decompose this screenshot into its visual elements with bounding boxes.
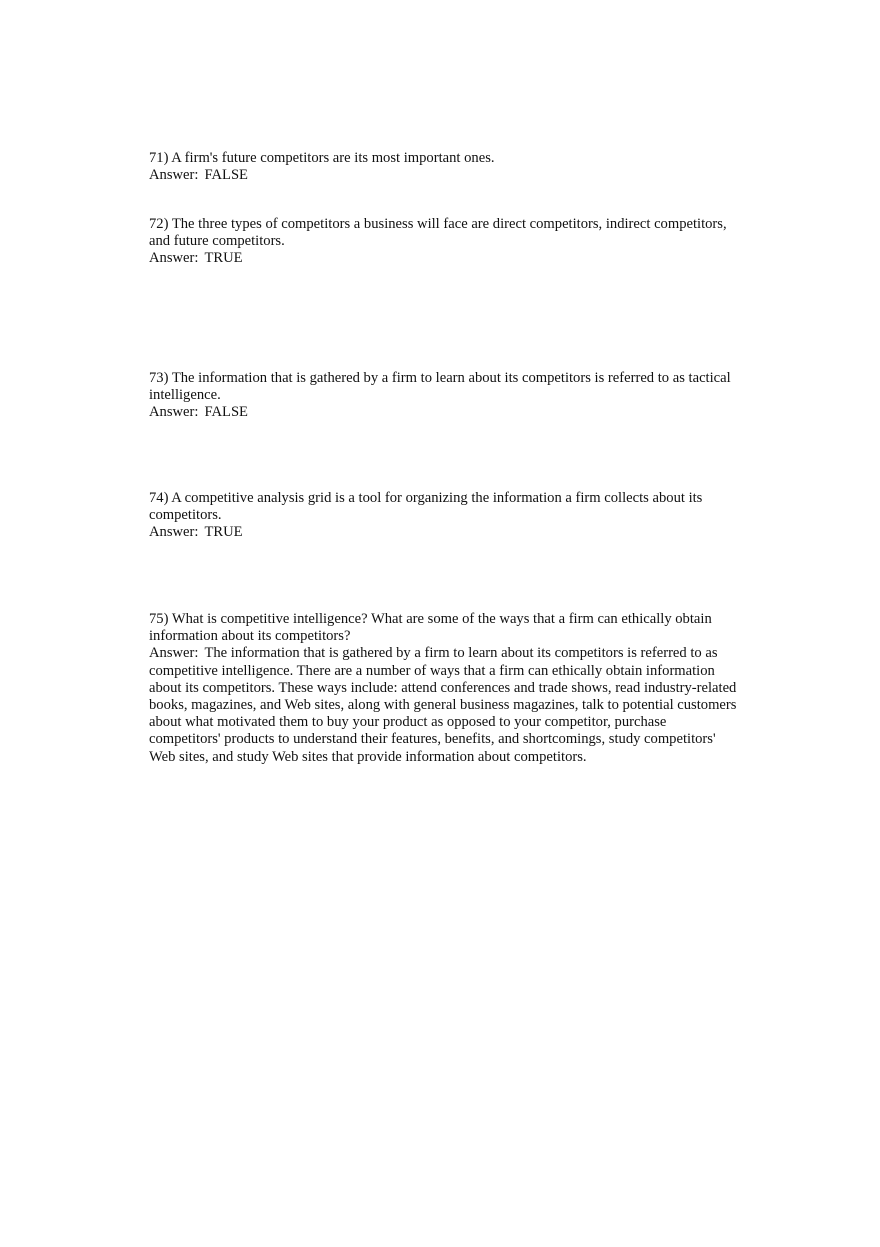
answer-value: The information that is gathered by a firm to learn about its competitors is referred to as competitive intelligence. There are a number of ways that a firm can ethically obtain information about its competitors. These ways include: attend conferences and trade shows, read industry-related books, magazines, and Web sites, along with general business magazines, talk to potential customers about what motivated them to buy your product as opposed to your competitor, purchase competitors' products to understand their features, benefits, and shortcomings, study competitors' Web sites, and study Web sites that provide information about competitors.	[149, 645, 737, 765]
answer-line	[149, 167, 749, 184]
question-73	[149, 370, 749, 422]
question-71	[149, 150, 749, 184]
answer-label: Answer:	[149, 167, 199, 184]
answer-label: Answer:	[149, 250, 199, 267]
question-prompt: 74) A competitive analysis grid is a tool for organizing the information a firm collects about its competitors.	[149, 490, 703, 524]
question-72	[149, 216, 749, 268]
question-prompt: 72) The three types of competitors a business will face are direct competitors, indirect competitors, and future competitors.	[149, 216, 727, 250]
answer-label: Answer:	[149, 524, 199, 541]
question-prompt: 73) The information that is gathered by a firm to learn about its competitors is referred to as tactical intelligence.	[149, 370, 731, 404]
answer-value: TRUE	[204, 524, 243, 541]
answer-label: Answer:	[149, 645, 199, 662]
question-prompt: 75) What is competitive intelligence? What are some of the ways that a firm can ethically obtain information about its competitors?	[149, 611, 712, 645]
answer-value: FALSE	[204, 404, 248, 421]
answer-label: Answer:	[149, 404, 199, 421]
question-74	[149, 490, 749, 542]
answer-line	[149, 645, 739, 765]
answer-line	[149, 404, 749, 421]
answer-line	[149, 250, 749, 267]
answer-line	[149, 524, 749, 541]
question-prompt: 71) A firm's future competitors are its most important ones.	[149, 150, 495, 166]
question-75	[149, 611, 739, 766]
answer-value: FALSE	[204, 167, 248, 184]
answer-value: TRUE	[204, 250, 243, 267]
